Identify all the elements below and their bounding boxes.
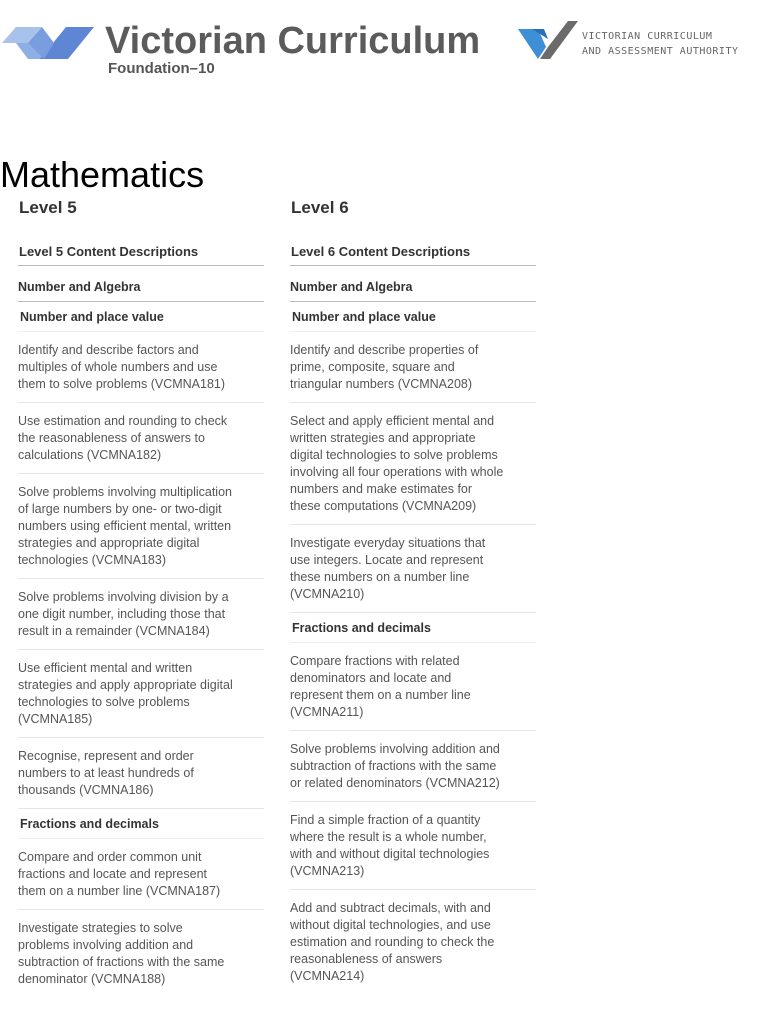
level-5-content-descriptions-heading: Level 5 Content Descriptions [18,244,264,266]
level-6-column [290,195,536,994]
level-5-heading: Level 5 [19,198,77,217]
content-description: Solve problems involving division by a one digit number, including those that result in a remainder (VCMNA184) [18,579,264,650]
victorian-curriculum-logo [2,27,94,59]
content-description: Add and subtract decimals, with and without digital technologies, and use estimation and rounding to check the reasonableness of answers (VCMNA214) [290,901,495,983]
vcaa-logo [518,21,578,59]
page-title: Mathematics [0,154,205,195]
content-description: Investigate strategies to solve problems involving addition and subtraction of fractions with the same denominator (VCMNA188) [18,921,225,986]
level-6-heading: Level 6 [291,198,349,217]
content-description: Investigate everyday situations that use integers. Locate and represent these numbers on a number line (VCMNA210) [290,525,536,613]
content-description: Compare and order common unit fractions and locate and represent them on a number line (VCMNA187) [18,839,264,910]
vcaa-name-line1: VICTORIAN CURRICULUM [582,31,713,42]
content-description: Use estimation and rounding to check the reasonableness of answers to calculations (VCMNA182) [18,403,264,474]
curriculum-title: Victorian Curriculum [105,20,481,62]
vcaa-name-line2: AND ASSESSMENT AUTHORITY [582,46,739,57]
page-header [0,0,768,90]
content-description: Solve problems involving addition and subtraction of fractions with the same or related denominators (VCMNA212) [290,731,536,802]
content-description: Identify and describe properties of prime, composite, square and triangular numbers (VCMNA208) [290,332,536,403]
level-6-substrand-heading: Fractions and decimals [290,613,536,643]
level-5-column [18,195,264,997]
level-5-strand-heading: Number and Algebra [18,266,264,302]
content-description: Compare fractions with related denominators and locate and represent them on a number line (VCMNA211) [290,643,536,731]
content-description: Recognise, represent and order numbers to at least hundreds of thousands (VCMNA186) [18,738,264,809]
content-description: Find a simple fraction of a quantity where the result is a whole number, with and without digital technologies (VCMNA213) [290,802,536,890]
content-description: Select and apply efficient mental and written strategies and appropriate digital technologies to solve problems involving all four operations with whole numbers and make estimates for these computations (VCMNA209) [290,403,536,525]
level-6-content-descriptions-heading: Level 6 Content Descriptions [290,244,536,266]
vcaa-name [582,29,739,59]
level-6-substrand-heading: Number and place value [290,302,536,332]
content-description: Identify and describe factors and multiples of whole numbers and use them to solve problems (VCMNA181) [18,332,264,403]
level-5-substrand-heading: Number and place value [18,302,264,332]
content-description: Use efficient mental and written strategies and apply appropriate digital technologies to solve problems (VCMNA185) [18,650,264,738]
content-description: Solve problems involving multiplication of large numbers by one- or two-digit numbers using efficient mental, written strategies and appropriate digital technologies (VCMNA183) [18,474,264,579]
level-5-substrand-heading: Fractions and decimals [18,809,264,839]
level-6-strand-heading: Number and Algebra [290,266,536,302]
curriculum-subtitle: Foundation–10 [108,60,215,77]
